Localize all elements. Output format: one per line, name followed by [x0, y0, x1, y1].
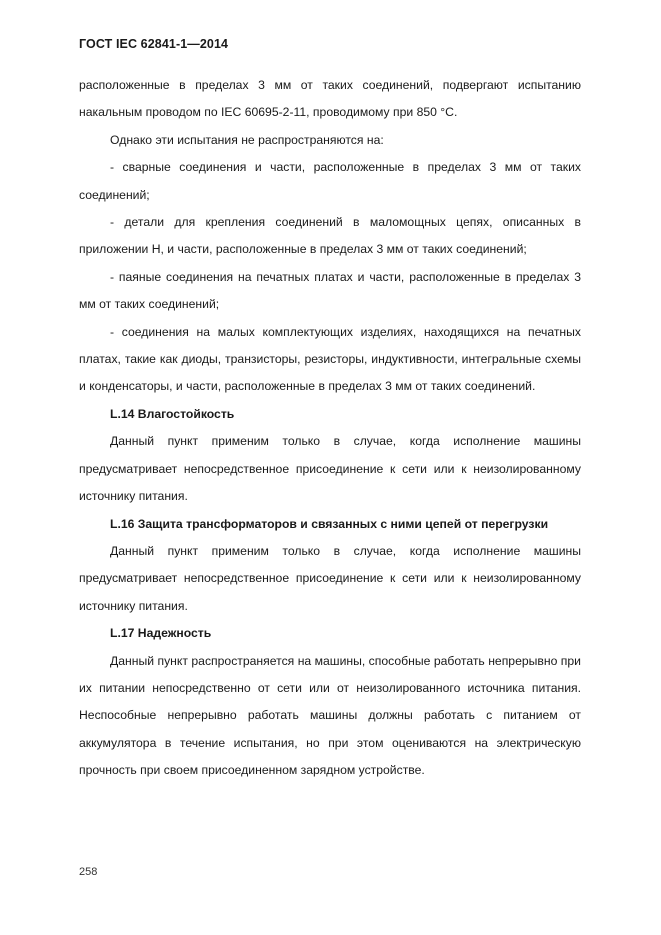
section-heading: L.16 Защита трансформаторов и связанных с ними цепей от перегрузки — [110, 516, 549, 531]
section-heading: L.14 Влагостойкость — [110, 406, 235, 421]
paragraph: Данный пункт распространяется на машины, способные работать непрерывно при их питании непосредственно от сети или от неизолированного источника питания. Неспособные непрерывно работать машины должны работать с питанием от аккумулятора в течение испытания, но при этом оцениваются на электрическую прочность при своем присоединенном зарядном устройстве. — [79, 653, 581, 778]
list-item: - сварные соединения и части, расположенные в пределах 3 мм от таких соединений; — [79, 160, 581, 202]
paragraph: Данный пункт применим только в случае, когда исполнение машины предусматривает непосредственное присоединение к сети или к неизолированному источнику питания. — [79, 434, 581, 504]
list-item: - соединения на малых комплектующих изделиях, находящихся на печатных платах, такие как диоды, транзисторы, резисторы, индуктивности, интегральные схемы и конденсаторы, и части, расположенные в пределах 3 мм от таких соединений. — [79, 324, 581, 394]
section-heading: L.17 Надежность — [110, 626, 212, 641]
paragraph: расположенные в пределах 3 мм от таких соединений, подвергают испытанию накальным проводом по IEC 60695-2-11, проводимому при 850 °C. — [79, 78, 581, 120]
paragraph: Однако эти испытания не распространяются на: — [110, 132, 384, 147]
list-item: - паяные соединения на печатных платах и части, расположенные в пределах 3 мм от таких соединений; — [79, 269, 581, 312]
document-header: ГОСТ IEC 62841-1—2014 — [79, 37, 229, 51]
page-number: 258 — [79, 866, 98, 878]
paragraph: Данный пункт применим только в случае, когда исполнение машины предусматривает непосредственное присоединение к сети или к неизолированному источнику питания. — [79, 543, 581, 613]
list-item: - детали для крепления соединений в маломощных цепях, описанных в приложении H, и части, расположенные в пределах 3 мм от таких соединений; — [79, 215, 581, 257]
document-body — [79, 72, 581, 785]
